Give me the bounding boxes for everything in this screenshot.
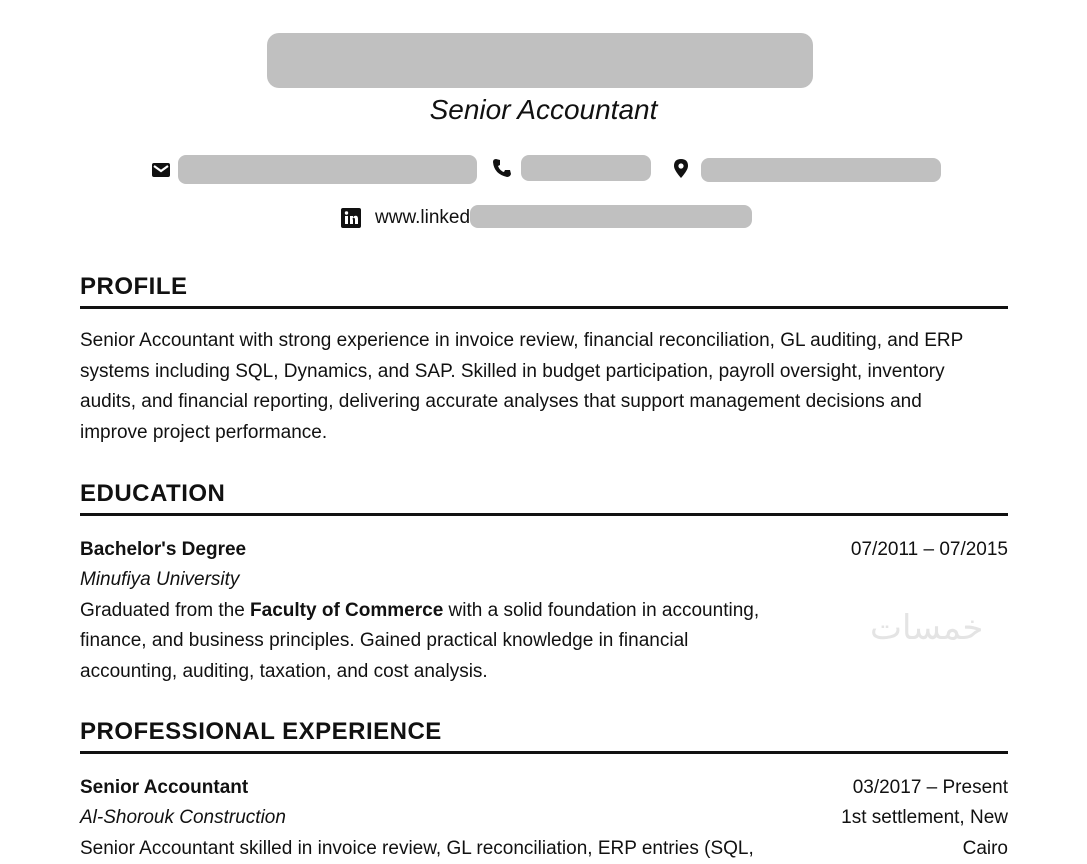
linkedin-link[interactable]: www.linked bbox=[375, 207, 471, 228]
education-heading: EDUCATION bbox=[80, 479, 1008, 516]
redacted-name bbox=[267, 33, 813, 88]
company: Al-Shorouk Construction bbox=[80, 807, 286, 829]
profile-section bbox=[80, 272, 1008, 448]
linkedin-icon bbox=[341, 208, 361, 228]
location-icon bbox=[671, 158, 691, 178]
education-section bbox=[80, 479, 1008, 687]
watermark: خمسات bbox=[870, 608, 984, 648]
redacted-email bbox=[178, 155, 477, 184]
education-description bbox=[80, 596, 770, 688]
faculty-name: Faculty of Commerce bbox=[250, 599, 444, 621]
desc-text: with a solid foundation in accounting, finance, and business principles. Gained practical knowledge in financial accounting, auditing, taxation, and cost analysis. bbox=[80, 599, 760, 682]
email-icon bbox=[151, 160, 171, 180]
redacted-location bbox=[701, 158, 941, 182]
experience-section bbox=[80, 717, 1008, 864]
experience-location: 1st settlement, New Cairo bbox=[841, 807, 1008, 859]
profile-heading: PROFILE bbox=[80, 272, 1008, 309]
role: Senior Accountant bbox=[80, 777, 249, 798]
education-dates: 07/2011 – 07/2015 bbox=[850, 539, 1008, 560]
school: Minufiya University bbox=[80, 569, 240, 591]
redacted-linkedin bbox=[470, 205, 752, 228]
degree: Bachelor's Degree bbox=[80, 539, 247, 560]
job-title: Senior Accountant bbox=[429, 94, 658, 125]
experience-heading: PROFESSIONAL EXPERIENCE bbox=[80, 717, 1008, 754]
phone-icon bbox=[492, 158, 512, 178]
experience-dates: 03/2017 – Present bbox=[852, 777, 1008, 798]
profile-text: Senior Accountant with strong experience in invoice review, financial reconciliation, GL auditing, and ERP systems including SQL, Dynamics, and SAP. Skilled in budget participation, payroll oversight, inventory audits, and financial reporting, delivering accurate analyses that support management decisions and improve project performance. bbox=[80, 330, 963, 443]
redacted-phone bbox=[521, 155, 651, 181]
experience-description: Senior Accountant skilled in invoice review, GL reconciliation, ERP entries (SQL, bbox=[80, 837, 754, 859]
desc-text: Graduated from the bbox=[80, 599, 251, 621]
